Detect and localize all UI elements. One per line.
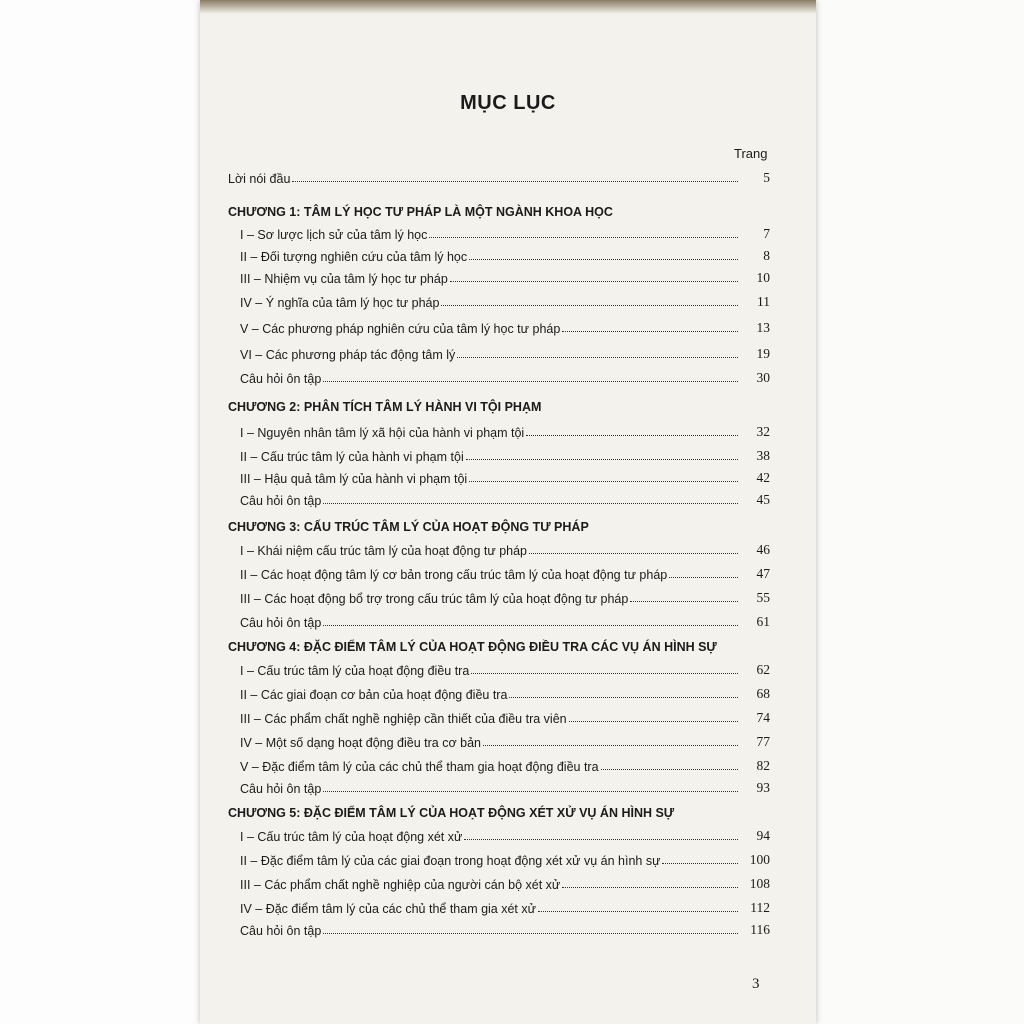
toc-entry-label: I – Cấu trúc tâm lý của hoạt động điều tra [240, 664, 470, 678]
toc-entry-label: IV – Đặc điểm tâm lý của các chủ thể tham gia xét xử [240, 902, 536, 916]
toc-page-number: 38 [756, 448, 770, 463]
toc-entry [240, 446, 770, 464]
toc-entry-label: III – Các phẩm chất nghề nghiệp của người cán bộ xét xử [240, 878, 561, 892]
toc-leader-dots [669, 577, 738, 578]
toc-page-number: 93 [756, 780, 770, 795]
toc-entry-label: III – Các hoạt động bổ trợ trong cấu trúc tâm lý của hoạt động tư pháp [240, 592, 629, 606]
toc-entry-label: I – Nguyên nhân tâm lý xã hội của hành vi phạm tội [240, 426, 525, 440]
page-title: MỤC LỤC [460, 92, 556, 114]
toc-entry [240, 268, 770, 286]
toc-entry-label: Lời nói đầu [228, 172, 291, 186]
page-number: 3 [752, 976, 760, 992]
left-background [0, 0, 200, 1024]
toc-entry-label: Câu hỏi ôn tập [240, 782, 322, 796]
toc-page-number: 42 [756, 470, 770, 485]
toc-page-number: 5 [763, 170, 770, 185]
toc-chapter-heading [228, 396, 770, 414]
toc-leader-dots [509, 697, 738, 698]
toc-page-number: 11 [757, 294, 770, 309]
toc-page-number: 108 [749, 876, 770, 891]
toc-leader-dots [323, 503, 738, 504]
toc-entry-label: CHƯƠNG 1: TÂM LÝ HỌC TƯ PHÁP LÀ MỘT NGÀNH KHOA HỌC [228, 205, 613, 219]
toc-page-number: 82 [756, 758, 770, 773]
toc-leader-dots [457, 357, 738, 358]
toc-page-number: 13 [756, 320, 770, 335]
toc-entry [228, 168, 770, 186]
toc-entry [240, 224, 770, 242]
toc-page-number: 100 [749, 852, 770, 867]
toc-page-number: 19 [756, 346, 770, 361]
toc-page-number: 30 [756, 370, 770, 385]
toc-leader-dots [562, 887, 738, 888]
toc-page-number: 116 [750, 922, 770, 937]
toc-page-number: 8 [763, 248, 770, 263]
toc-leader-dots [323, 625, 738, 626]
toc-page-number: 62 [756, 662, 770, 677]
toc-leader-dots [292, 181, 738, 182]
toc-page-number: 47 [756, 566, 770, 581]
toc-entry [240, 778, 770, 796]
toc-entry-label: II – Cấu trúc tâm lý của hành vi phạm tội [240, 450, 464, 464]
toc-entry-label: IV – Một số dạng hoạt động điều tra cơ bản [240, 736, 481, 750]
toc-entry-label: II – Đặc điểm tâm lý của các giai đoạn trong hoạt động xét xử vụ án hình sự [240, 854, 661, 868]
toc-page-number: 112 [750, 900, 770, 915]
toc-page-number: 10 [756, 270, 770, 285]
toc-leader-dots [323, 381, 738, 382]
toc-leader-dots [429, 237, 738, 238]
toc-page-number: 46 [756, 542, 770, 557]
book-page [200, 0, 816, 1024]
toc-chapter-heading [228, 516, 770, 534]
toc-leader-dots [323, 791, 738, 792]
toc-leader-dots [469, 259, 738, 260]
toc-entry-label: I – Khái niệm cấu trúc tâm lý của hoạt động tư pháp [240, 544, 528, 558]
toc-entry [240, 292, 770, 310]
toc-leader-dots [662, 863, 738, 864]
toc-entry-label: I – Sơ lược lịch sử của tâm lý học [240, 228, 428, 242]
toc-entry-label: II – Các giai đoạn cơ bản của hoạt động điều tra [240, 688, 508, 702]
toc-leader-dots [464, 839, 738, 840]
toc-entry [240, 246, 770, 264]
toc-entry [240, 660, 770, 678]
toc-entry-label: II – Các hoạt động tâm lý cơ bản trong cấu trúc tâm lý của hoạt động tư pháp [240, 568, 668, 582]
toc-entry-label: Câu hỏi ôn tập [240, 494, 322, 508]
toc-leader-dots [538, 911, 738, 912]
toc-entry [240, 826, 770, 844]
toc-page-number: 77 [756, 734, 770, 749]
toc-page-number: 55 [756, 590, 770, 605]
toc-page-number: 32 [756, 424, 770, 439]
toc-entry [240, 708, 770, 726]
toc-page-number: 74 [756, 710, 770, 725]
toc-leader-dots [441, 305, 738, 306]
toc-entry [240, 422, 770, 440]
toc-entry-label: CHƯƠNG 3: CẤU TRÚC TÂM LÝ CỦA HOẠT ĐỘNG TƯ PHÁP [228, 520, 589, 534]
toc-entry [240, 344, 770, 362]
toc-page-number: 94 [756, 828, 770, 843]
toc-page-number: 45 [756, 492, 770, 507]
toc-leader-dots [569, 721, 738, 722]
toc-entry-label: CHƯƠNG 4: ĐẶC ĐIỂM TÂM LÝ CỦA HOẠT ĐỘNG ĐIỀU TRA CÁC VỤ ÁN HÌNH SỰ [228, 640, 717, 654]
toc-entry-label: II – Đối tượng nghiên cứu của tâm lý học [240, 250, 468, 264]
toc-chapter-heading [228, 636, 770, 654]
toc-entry-label: Câu hỏi ôn tập [240, 616, 322, 630]
toc-page-number: 61 [756, 614, 770, 629]
toc-chapter-heading [228, 201, 770, 219]
toc-page-number: 7 [763, 226, 770, 241]
toc-entry-label: IV – Ý nghĩa của tâm lý học tư pháp [240, 296, 440, 310]
toc-entry-label: V – Các phương pháp nghiên cứu của tâm lý học tư pháp [240, 322, 561, 336]
toc-chapter-heading [228, 802, 770, 820]
toc-entry-label: V – Đặc điểm tâm lý của các chủ thể tham gia hoạt động điều tra [240, 760, 599, 774]
toc-entry [240, 490, 770, 508]
toc-entry [240, 898, 770, 916]
toc-entry-label: III – Nhiệm vụ của tâm lý học tư pháp [240, 272, 448, 286]
toc-entry [240, 588, 770, 606]
toc-leader-dots [466, 459, 738, 460]
toc-leader-dots [471, 673, 738, 674]
toc-entry [240, 756, 770, 774]
toc-entry [240, 684, 770, 702]
toc-entry [240, 874, 770, 892]
toc-entry-label: Câu hỏi ôn tập [240, 372, 322, 386]
toc-entry-label: VI – Các phương pháp tác động tâm lý [240, 348, 456, 362]
toc-leader-dots [469, 481, 738, 482]
toc-page-number: 68 [756, 686, 770, 701]
toc-entry-label: CHƯƠNG 2: PHÂN TÍCH TÂM LÝ HÀNH VI TỘI PHẠM [228, 400, 542, 414]
toc-leader-dots [630, 601, 738, 602]
toc-entry-label: CHƯƠNG 5: ĐẶC ĐIỂM TÂM LÝ CỦA HOẠT ĐỘNG XÉT XỬ VỤ ÁN HÌNH SỰ [228, 806, 675, 820]
toc-entry [240, 468, 770, 486]
toc-leader-dots [323, 933, 738, 934]
page-column-header: Trang [734, 146, 768, 161]
toc-leader-dots [529, 553, 738, 554]
toc-entry [240, 368, 770, 386]
toc-entry-label: I – Cấu trúc tâm lý của hoạt động xét xử [240, 830, 463, 844]
toc-leader-dots [562, 331, 738, 332]
toc-entry [240, 564, 770, 582]
toc-entry [240, 920, 770, 938]
page-top-edge [200, 0, 816, 14]
toc-entry-label: III – Các phẩm chất nghề nghiệp cần thiết của điều tra viên [240, 712, 567, 726]
toc-leader-dots [483, 745, 738, 746]
toc-entry [240, 540, 770, 558]
right-background [816, 0, 1024, 1024]
toc-entry [240, 318, 770, 336]
toc-entry [240, 612, 770, 630]
toc-leader-dots [526, 435, 738, 436]
toc-entry-label: Câu hỏi ôn tập [240, 924, 322, 938]
toc-entry-label: III – Hậu quả tâm lý của hành vi phạm tội [240, 472, 468, 486]
toc-entry [240, 850, 770, 868]
toc-leader-dots [601, 769, 738, 770]
toc-entry [240, 732, 770, 750]
toc-leader-dots [450, 281, 738, 282]
